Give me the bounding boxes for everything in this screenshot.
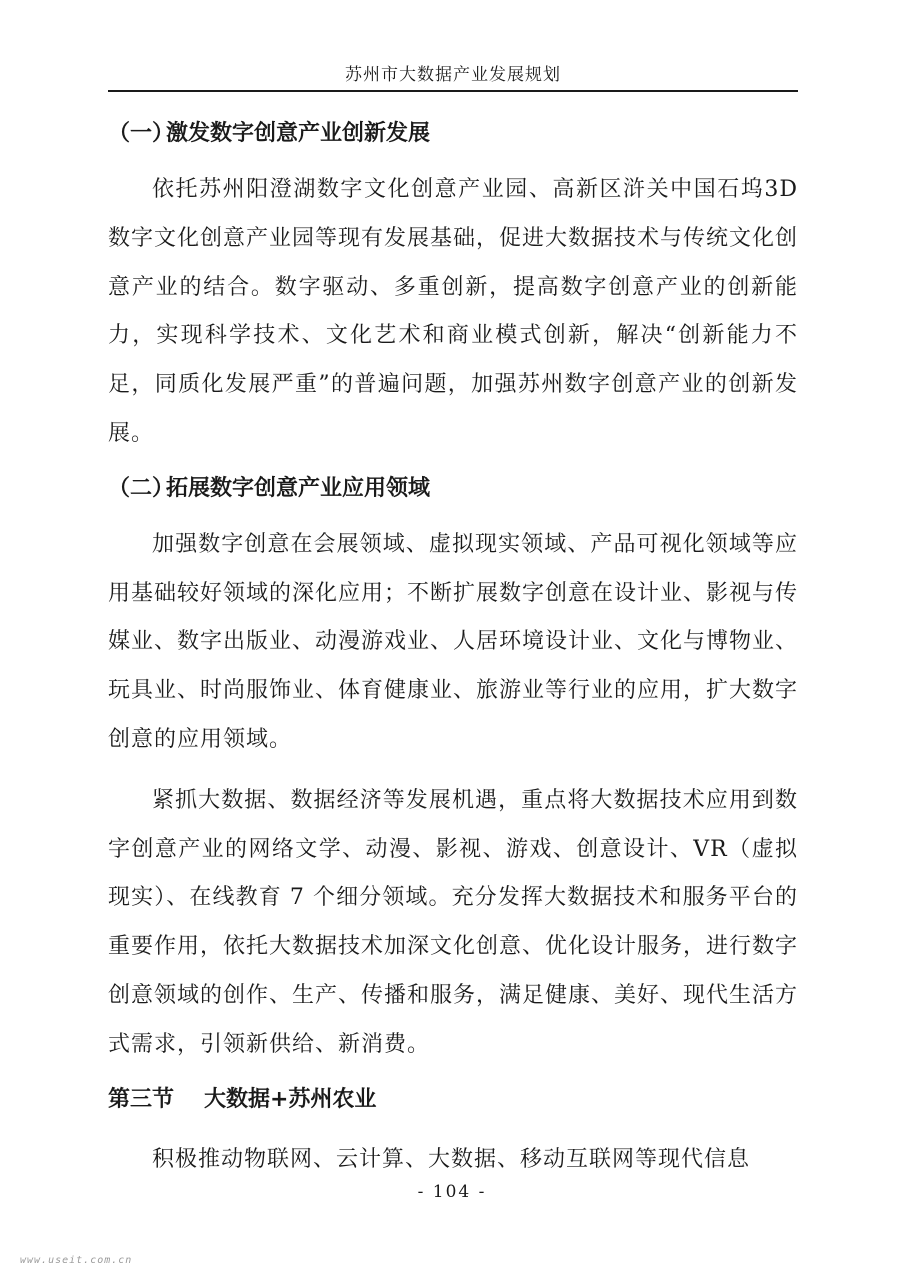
- paragraph: 依托苏州阳澄湖数字文化创意产业园、高新区浒关中国石坞3D 数字文化创意产业园等现有发展基础，促进大数据技术与传统文化创意产业的结合。数字驱动、多重创新，提高数字创意产业的创新能力，实现科学技术、文化艺术和商业模式创新，解决“创新能力不足，同质化发展严重”的普遍问题，加强苏州数字创意产业的创新发展。: [108, 177, 799, 446]
- document-title: 苏州市大数据产业发展规划: [345, 65, 561, 85]
- paragraph: 加强数字创意在会展领域、虚拟现实领域、产品可视化领域等应用基础较好领域的深化应用；不断扩展数字创意在设计业、影视与传媒业、数字出版业、动漫游戏业、人居环境设计业、文化与博物业、玩具业、时尚服饰业、体育健康业、旅游业等行业的应用，扩大数字创意的应用领域。: [108, 531, 799, 752]
- section-number: 第三节: [108, 1086, 175, 1112]
- subsection-title: 拓展数字创意产业应用领域: [166, 475, 431, 501]
- subsection-heading-2: [108, 471, 798, 507]
- watermark-text: www.useit.com.cn: [20, 1255, 133, 1266]
- subsection-number: （一）: [108, 121, 175, 146]
- subsection-heading-1: [108, 116, 798, 152]
- page-number: - 104 -: [417, 1182, 487, 1202]
- paragraph: 紧抓大数据、数据经济等发展机遇，重点将大数据技术应用到数字创意产业的网络文学、动漫、影视、游戏、创意设计、VR（虚拟现实）、在线教育 7 个细分领域。充分发挥大数据技术和服务平台的重要作用，依托大数据技术加深文化创意、优化设计服务，进行数字创意领域的创作、生产、传播和服务，满足健康、美好、现代生活方式需求，引领新供给、新消费。: [108, 787, 799, 1057]
- page-header: [108, 60, 798, 92]
- subsection-number: （二）: [108, 475, 175, 501]
- page-content: [108, 112, 798, 1196]
- subsection-title: 激发数字创意产业创新发展: [166, 121, 431, 146]
- paragraph: 积极推动物联网、云计算、大数据、移动互联网等现代信息: [152, 1146, 751, 1172]
- section-title: 大数据+苏州农业: [204, 1086, 377, 1112]
- section-heading: [108, 1082, 798, 1118]
